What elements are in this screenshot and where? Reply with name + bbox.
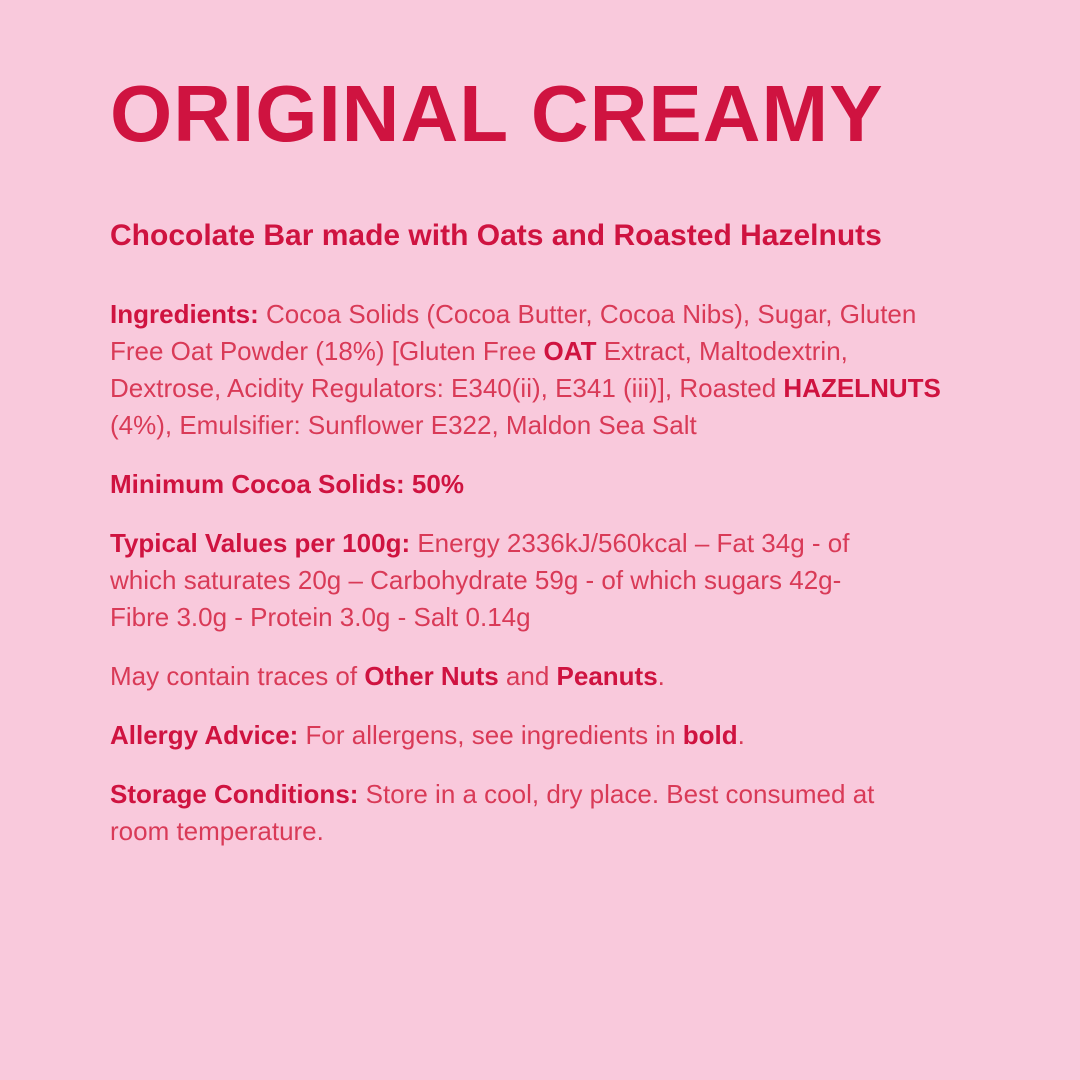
regular-text: Cocoa Solids (Cocoa Butter, Cocoa Nibs), Sugar, Gluten [266,299,917,329]
bold-text: Minimum Cocoa Solids: 50% [110,469,464,499]
text-line [110,562,1000,599]
text-line [110,599,1000,636]
paragraph-ingredients [110,296,1000,444]
bold-text: Typical Values per 100g: [110,528,418,558]
regular-text: which saturates 20g – Carbohydrate 59g - of which sugars 42g- [110,565,842,595]
regular-text: Energy 2336kJ/560kcal – Fat 34g - of [417,528,850,558]
text-line [110,370,1000,407]
regular-text: Extract, Maltodextrin, [596,336,848,366]
text-line [110,333,1000,370]
text-line [110,296,1000,333]
product-title: ORIGINAL CREAMY [110,69,884,158]
regular-text: Store in a cool, dry place. Best consumed at [365,779,875,809]
regular-text: For allergens, see ingredients in [305,720,683,750]
regular-text: Dextrose, Acidity Regulators: E340(ii), E341 (iii)], Roasted [110,373,784,403]
paragraph-storage-conditions [110,776,1000,850]
label-sections [110,296,1000,850]
paragraph-allergy-advice [110,717,1000,754]
regular-text: Fibre 3.0g - Protein 3.0g - Salt 0.14g [110,602,531,632]
regular-text: . [737,720,745,750]
text-line [110,717,1000,754]
text-line [110,525,1000,562]
bold-text: Other Nuts [364,661,499,691]
bold-text: Peanuts [556,661,658,691]
regular-text: room temperature. [110,816,324,846]
text-line [110,813,1000,850]
bold-text: bold [682,720,738,750]
regular-text: (4%), Emulsifier: Sunflower E322, Maldon Sea Salt [110,410,697,440]
paragraph-typical-values [110,525,1000,636]
text-line [110,466,1000,503]
product-subtitle: Chocolate Bar made with Oats and Roasted Hazelnuts [110,219,882,252]
bold-text: HAZELNUTS [783,373,941,403]
paragraph-minimum-cocoa-solids [110,466,1000,503]
text-line [110,776,1000,813]
text-line [110,407,1000,444]
bold-text: OAT [543,336,597,366]
text-line [110,658,1000,695]
bold-text: Allergy Advice: [110,720,306,750]
regular-text: . [657,661,665,691]
bold-text: Storage Conditions: [110,779,366,809]
bold-text: Ingredients: [110,299,267,329]
regular-text: May contain traces of [110,661,365,691]
regular-text: Free Oat Powder (18%) [Gluten Free [110,336,544,366]
regular-text: and [498,661,557,691]
paragraph-may-contain [110,658,1000,695]
